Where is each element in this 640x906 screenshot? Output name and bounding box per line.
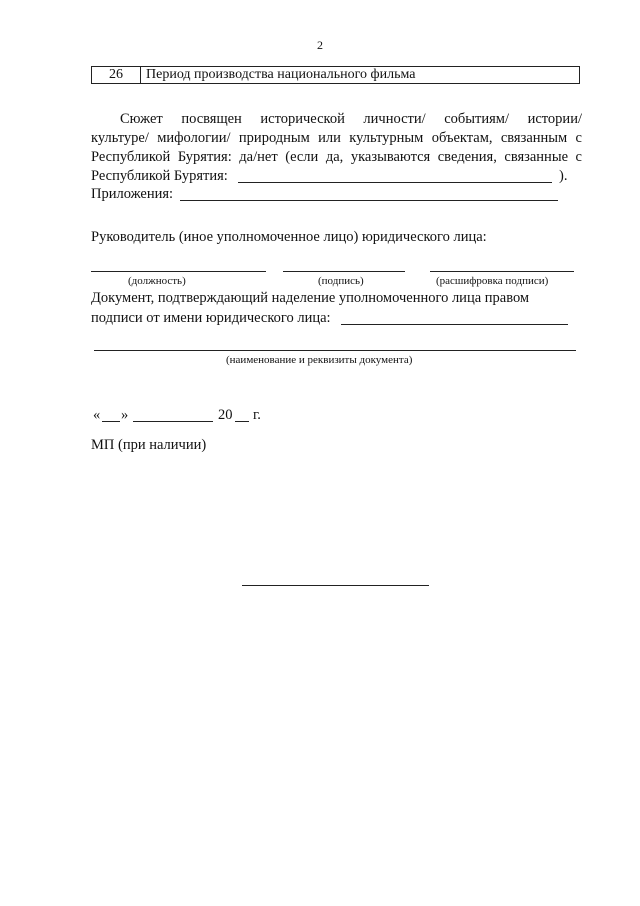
date-year-prefix: 20 — [218, 407, 233, 423]
head-label: Руководитель (иное уполномоченное лицо) юридического лица: — [91, 229, 487, 245]
date-day-field[interactable] — [102, 421, 120, 422]
authority-doc-field[interactable] — [341, 324, 568, 325]
page-number: 2 — [317, 38, 323, 52]
subject-line-1: Сюжет посвящен исторической личности/ событиям/ истории/ — [120, 111, 582, 127]
row-text: Период производства национального фильма — [146, 67, 416, 82]
position-caption: (должность) — [128, 275, 186, 287]
date-month-field[interactable] — [133, 421, 213, 422]
footer-line — [242, 585, 429, 586]
signature-field[interactable] — [283, 271, 405, 272]
authority-doc-line-2: подписи от имени юридического лица: — [91, 310, 331, 326]
subject-line-4-suffix: ). — [559, 168, 568, 184]
table-row — [91, 66, 580, 84]
date-open-quote: « — [93, 407, 101, 423]
signature-decoding-caption: (расшифровка подписи) — [436, 275, 549, 287]
document-details-field[interactable] — [94, 350, 576, 351]
signature-decoding-field[interactable] — [430, 271, 574, 272]
document-details-caption: (наименование и реквизиты документа) — [226, 354, 413, 366]
row-number: 26 — [92, 67, 141, 83]
attachments-label: Приложения: — [91, 186, 174, 202]
position-field[interactable] — [91, 271, 266, 272]
subject-line-3: Республикой Бурятия: да/нет (если да, указываются сведения, связанные с — [91, 149, 582, 165]
date-close-quote: » — [121, 407, 129, 423]
subject-line-2: культуре/ мифологии/ природным или культурным объектам, связанным с — [91, 130, 582, 146]
authority-doc-line-1: Документ, подтверждающий наделение уполномоченного лица правом — [91, 290, 530, 306]
signature-caption: (подпись) — [318, 275, 364, 287]
date-year-field[interactable] — [235, 421, 249, 422]
region-info-field[interactable] — [238, 182, 552, 183]
stamp-label: МП (при наличии) — [91, 437, 207, 453]
subject-line-4-prefix: Республикой Бурятия: — [91, 168, 228, 184]
attachments-field[interactable] — [180, 200, 558, 201]
date-year-suffix: г. — [253, 407, 261, 423]
